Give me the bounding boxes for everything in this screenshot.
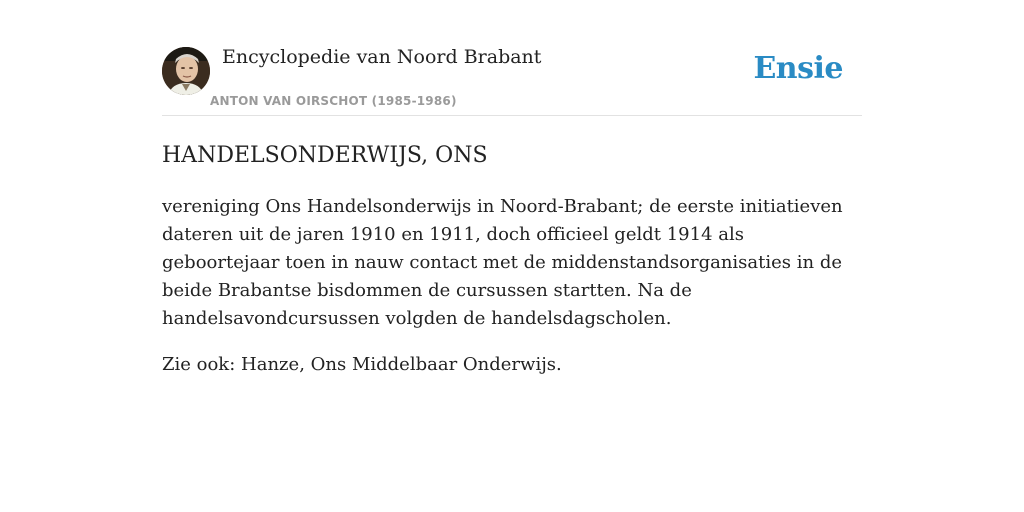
author-portrait-icon [162, 47, 210, 95]
article-title: HANDELSONDERWIJS, ONS [162, 143, 488, 168]
see-also [162, 351, 862, 379]
see-also-label: Zie ook: [162, 354, 242, 375]
author-name[interactable]: ANTON VAN OIRSCHOT (1985-1986) [210, 94, 457, 108]
ensie-logo[interactable]: Ensie [753, 51, 843, 86]
see-also-separator: , [299, 354, 311, 375]
publication-title[interactable]: Encyclopedie van Noord Brabant [222, 46, 542, 68]
header [162, 0, 862, 116]
page [162, 0, 862, 379]
see-also-suffix: . [556, 354, 562, 375]
see-also-link-hanze[interactable]: Hanze [241, 354, 300, 375]
author-avatar[interactable] [162, 47, 210, 95]
see-also-link-ons-middelbaar-onderwijs[interactable]: Ons Middelbaar Onderwijs [310, 354, 557, 375]
article-body: vereniging Ons Handelsonderwijs in Noord-Brabant; de eerste initiatieven dateren uit de jaren 1910 en 1911, doch officieel geldt 1914 als geboortejaar toen in nauw contact met de middenstandsorganisaties in de beide Brabantse bisdommen de cursussen startten. Na de handelsavondcursussen volgden de handelsdagscholen. [162, 196, 843, 329]
